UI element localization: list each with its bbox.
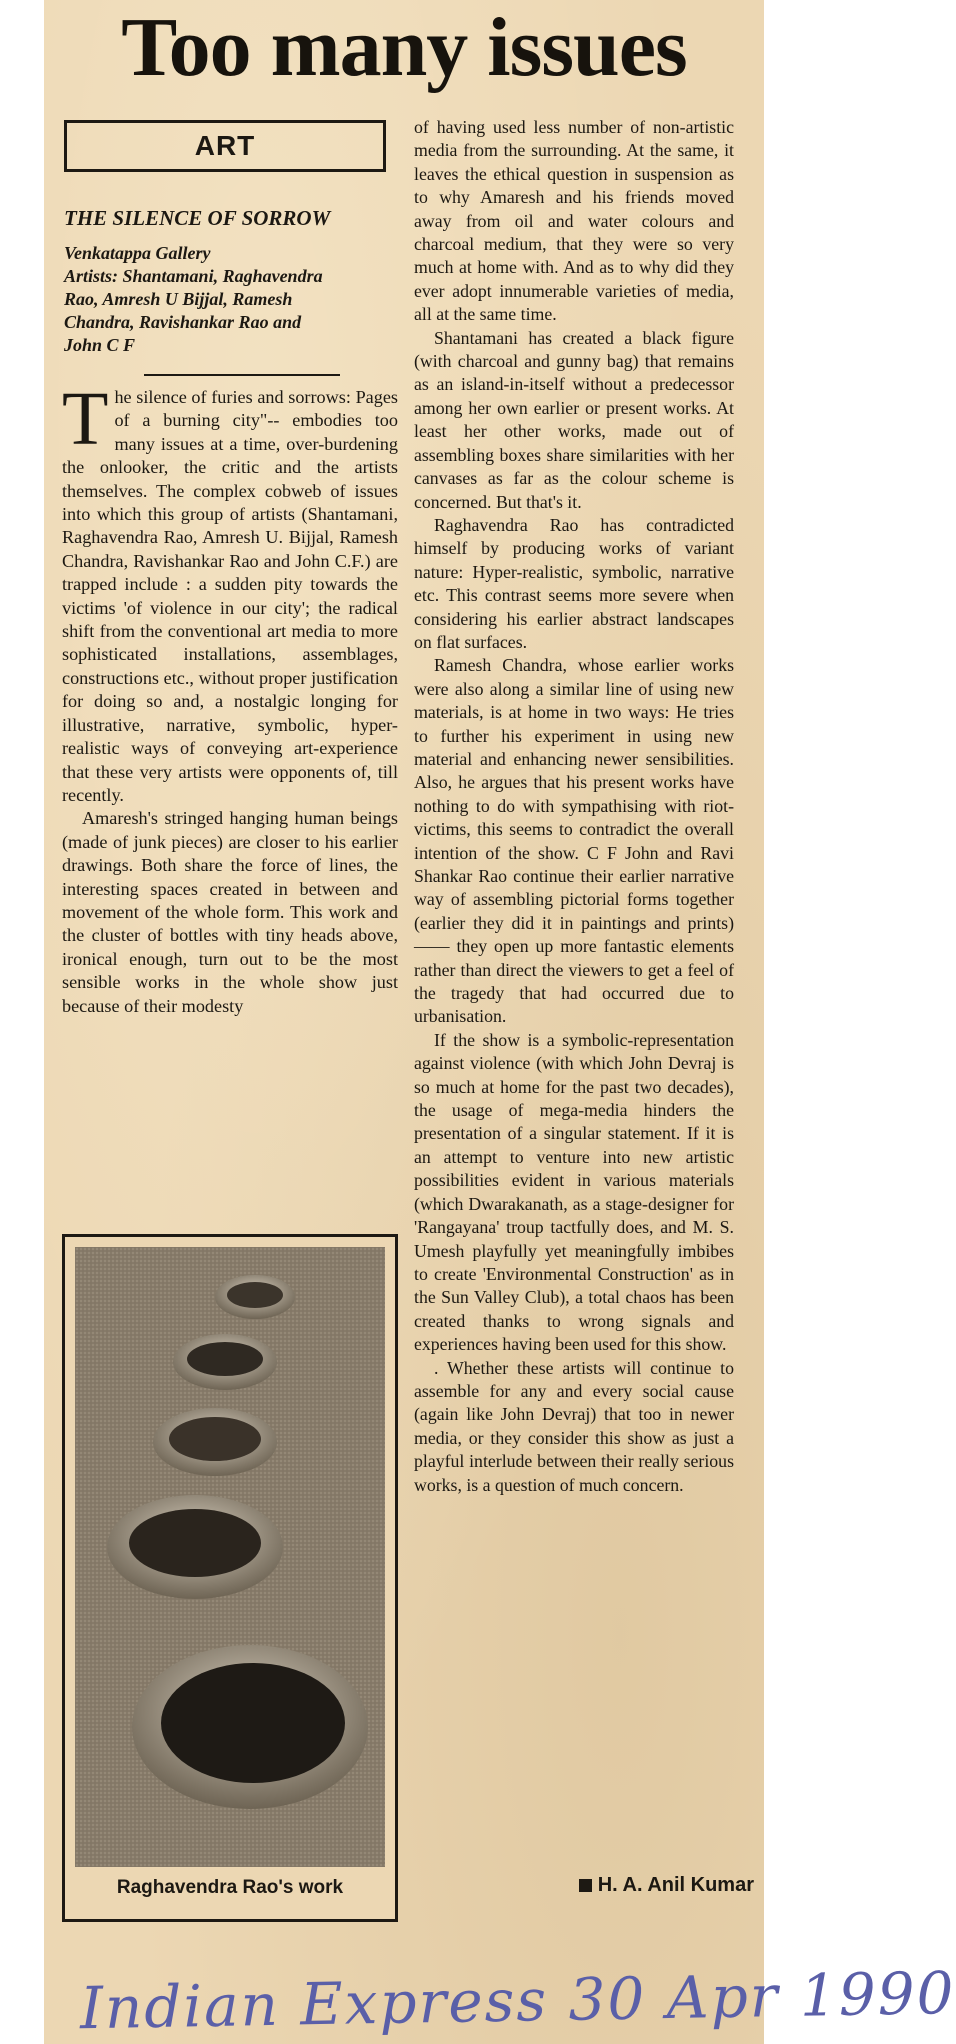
artists-line: Artists: Shantamani, Raghavendra <box>64 266 323 286</box>
bowl <box>107 1495 283 1599</box>
article-paragraph <box>62 377 398 807</box>
article-column-left <box>62 377 398 1018</box>
bowl <box>132 1645 368 1809</box>
article-paragraph: Amaresh's stringed hanging human beings (made of junk pieces) are closer to his earlier drawings. Both share the force of lines, the interesting spaces created in between and movement of the whole form. This work and the cluster of bottles with tiny heads above, ironical enough, turn out to be the most sensible works in the whole show just because of their modesty <box>62 808 398 1016</box>
byline <box>494 1874 754 1897</box>
article-paragraph: of having used less number of non-artistic media from the surrounding. At the same, it leaves the ethical question in suspension as to why Amaresh and his friends moved away from oil and water colours and charcoal medium, that they were so very much at home with. And as to why did they ever adopt innumerable varieties of media, all at the same time. <box>414 117 734 325</box>
artists-line: John C F <box>64 335 136 355</box>
article-paragraph: If the show is a symbolic-representation against violence (with which John Devraj is so much at home for the past two decades), the usage of mega-media hinders the presentation of a singular statement. If it is an attempt to venture into new artistic possibilities evident in various materials (which Dwarakanath, as a stage-designer for 'Rangayana' troup tactfully does, and M. S. Umesh playfully yet meaningfully imbibes to create 'Environmental Construction' as in the Sun Valley Club), a total chaos has been created thanks to wrong signals and experiences having been used for this show. <box>414 1029 734 1355</box>
bowls-illustration <box>75 1247 385 1867</box>
venue: Venkatappa Gallery <box>64 243 211 263</box>
article-column-right <box>414 116 734 1497</box>
article-paragraph: Raghavendra Rao has contradicted himself by producing works of variant nature: Hyper-realistic, symbolic, narrative etc. This contrast seems more severe when considering his earlier abstract landscapes on flat surfaces. <box>414 514 734 652</box>
section-label-box <box>64 120 386 172</box>
bowl <box>153 1408 277 1476</box>
artists-line: Rao, Amresh U Bijjal, Ramesh <box>64 289 293 309</box>
photo-frame <box>62 1234 398 1922</box>
artists-line: Chandra, Ravishankar Rao and <box>64 312 302 332</box>
article-paragraph: . Whether these artists will continue to assemble for any and every social cause (again like John Devraj) that too in newer media, or they consider this show as just a playful interlude between their really serious works, is a question of much concern. <box>414 1357 734 1495</box>
photo-caption: Raghavendra Rao's work <box>116 1877 344 1898</box>
divider <box>144 374 340 376</box>
dropcap: T <box>62 377 109 461</box>
byline-text: H. A. Anil Kumar <box>597 1874 754 1896</box>
bowl <box>173 1334 277 1390</box>
bowl <box>215 1275 295 1319</box>
article-paragraph: Shantamani has created a black figure (with charcoal and gunny bag) that remains as an island-in-itself without a predecessor among her own earlier or present works. At least her other works, made out of assembling boxes share similarities with her canvases as far as the colour scheme is concerned. But that's it. <box>414 327 734 512</box>
handwritten-note: Indian Express 30 Apr 1990 <box>79 1959 956 2043</box>
review-meta <box>64 242 394 357</box>
byline-square-icon <box>579 1879 592 1892</box>
newspaper-clipping <box>44 0 764 2044</box>
review-title: THE SILENCE OF SORROW <box>64 206 331 230</box>
headline: Too many issues <box>121 1 687 94</box>
article-paragraph: Ramesh Chandra, whose earlier works were also along a similar line of using new materials, is at home in two ways: He tries to further his experiment in using new material and enhancing newer sensibilities. Also, he argues that his present works have nothing to do with sympathising with riot-victims, this seems to contradict the overall intention of the show. C F John and Ravi Shankar Rao continue their earlier narrative way of assembling pictorial forms together (earlier they did it in paintings and prints) —— they open up more fantastic elements rather than direct the viewers to get a feel of the tragedy that had occurred due to urbanisation. <box>414 655 734 1027</box>
paragraph-text: he silence of furies and sorrows: Pages of a burning city"-- embodies too many issues at a time, over-burdening the onlooker, the critic and the artists themselves. The complex cobweb of issues into which this group of artists (Shantamani, Raghavendra Rao, Amresh U. Bijjal, Ramesh Chandra, Ravishankar Rao and John C.F.) are trapped include : a sudden pity towards the victims 'of violence in our city'; the radical shift from the conventional art media to more sophisticated installations, assemblages, constructions etc., without proper justification for doing so and, a nostalgic longing for illustrative, narrative, symbolic, hyper-realistic ways of conveying art-experience that these very artists were opponents of, till recently. <box>62 387 398 805</box>
section-label: ART <box>194 130 256 161</box>
artwork-photo <box>75 1247 385 1867</box>
